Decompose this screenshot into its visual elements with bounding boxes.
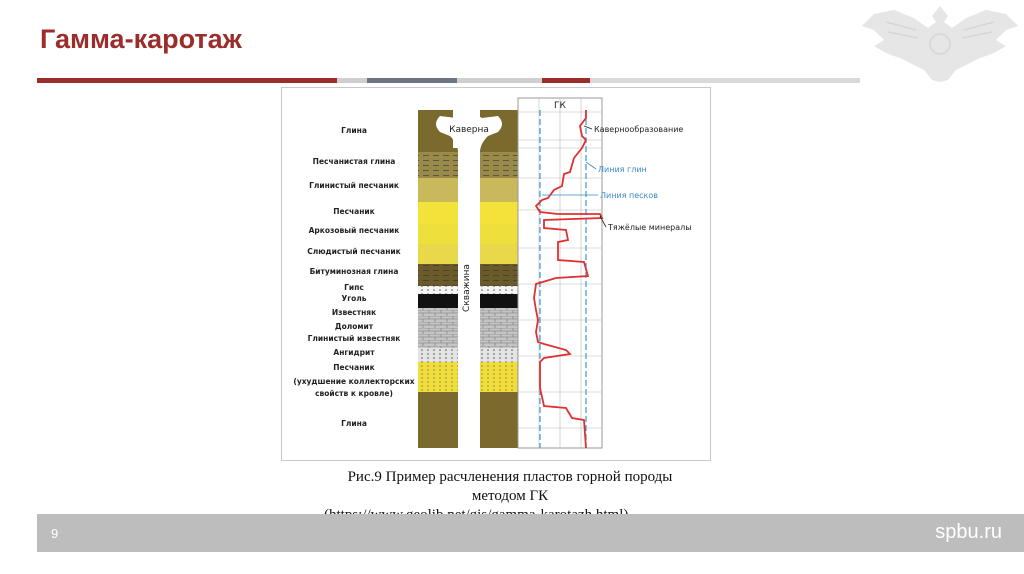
rock-layer: [418, 178, 458, 202]
rock-layer: [418, 244, 458, 264]
rock-layer: [480, 178, 520, 202]
rock-texture: [418, 362, 458, 392]
rock-pattern: [418, 336, 458, 348]
rock-layer: [418, 202, 458, 224]
layer-label: Глинистый известняк: [307, 334, 401, 343]
rock-layer: [418, 392, 458, 448]
layer-label: (ухудшение коллекторских: [293, 377, 415, 386]
layer-label: Ангидрит: [333, 348, 375, 357]
layer-label: Глина: [341, 419, 367, 428]
layer-label: Битуминозная глина: [309, 267, 399, 276]
header-rule-slate: [367, 78, 457, 83]
layer-label: Аркозовый песчаник: [308, 226, 400, 235]
cavern-label: Каверна: [449, 125, 489, 135]
rock-layer: [418, 294, 458, 308]
layer-label: свойств к кровле): [315, 389, 393, 398]
layer-label: Глинистый песчаник: [309, 181, 399, 190]
rock-texture: [480, 264, 520, 286]
rock-pattern: [480, 308, 520, 322]
layer-label: Слюдистый песчаник: [307, 247, 401, 256]
header-rule-gray-1: [337, 78, 367, 83]
rock-pattern: [418, 348, 458, 362]
rock-texture: [480, 362, 520, 392]
rock-layer: [480, 294, 520, 308]
rock-texture: [480, 152, 520, 178]
caption-line-2: методом ГК: [471, 488, 549, 504]
layer-label: Песчаник: [333, 363, 375, 372]
rock-pattern: [480, 286, 520, 294]
rock-layer: [480, 244, 520, 264]
rock-layer: [480, 392, 520, 448]
rock-pattern: [480, 348, 520, 362]
rock-pattern: [418, 322, 458, 336]
rock-pattern: [480, 322, 520, 336]
rock-pattern: [418, 286, 458, 294]
layer-label: Гипс: [344, 283, 364, 292]
annotation-label: Кавернообразование: [594, 125, 684, 134]
well-label: Скважина: [462, 264, 472, 312]
rock-layer: [480, 224, 520, 244]
log-track: [518, 98, 602, 448]
annotation-label: Линия глин: [598, 165, 647, 174]
annotation-label: Линия песков: [600, 191, 658, 200]
annotation-label: Тяжёлые минералы: [608, 223, 692, 232]
header-rule-gray-3: [590, 78, 860, 83]
rock-texture: [418, 264, 458, 286]
rock-layer: [480, 202, 520, 224]
lithology-diagram: [282, 88, 710, 460]
layer-label: Песчанистая глина: [312, 157, 396, 166]
layer-label: Глина: [341, 126, 367, 135]
caption-line-1: Рис.9 Пример расчленения пластов горной породы: [347, 469, 673, 485]
eagle-emblem-icon: [856, 0, 1024, 82]
rock-layer: [418, 224, 458, 244]
log-header: ГК: [554, 101, 566, 111]
layer-label: Известняк: [331, 308, 377, 317]
header-rule-gray-2: [457, 78, 542, 83]
layer-label: Уголь: [341, 294, 367, 303]
slide-title: Гамма-каротаж: [40, 24, 242, 54]
page-number: 9: [51, 526, 59, 541]
rock-texture: [418, 152, 458, 178]
rock-pattern: [418, 308, 458, 322]
layer-label: Доломит: [334, 322, 374, 331]
header-rule-red-left: [37, 78, 337, 83]
rock-pattern: [480, 336, 520, 348]
site-name: spbu.ru: [935, 521, 1002, 543]
gamma-log-figure: [281, 87, 711, 461]
header-rule-red-mid: [542, 78, 590, 83]
layer-label: Песчаник: [333, 207, 375, 216]
footer-bar: [37, 514, 1024, 552]
